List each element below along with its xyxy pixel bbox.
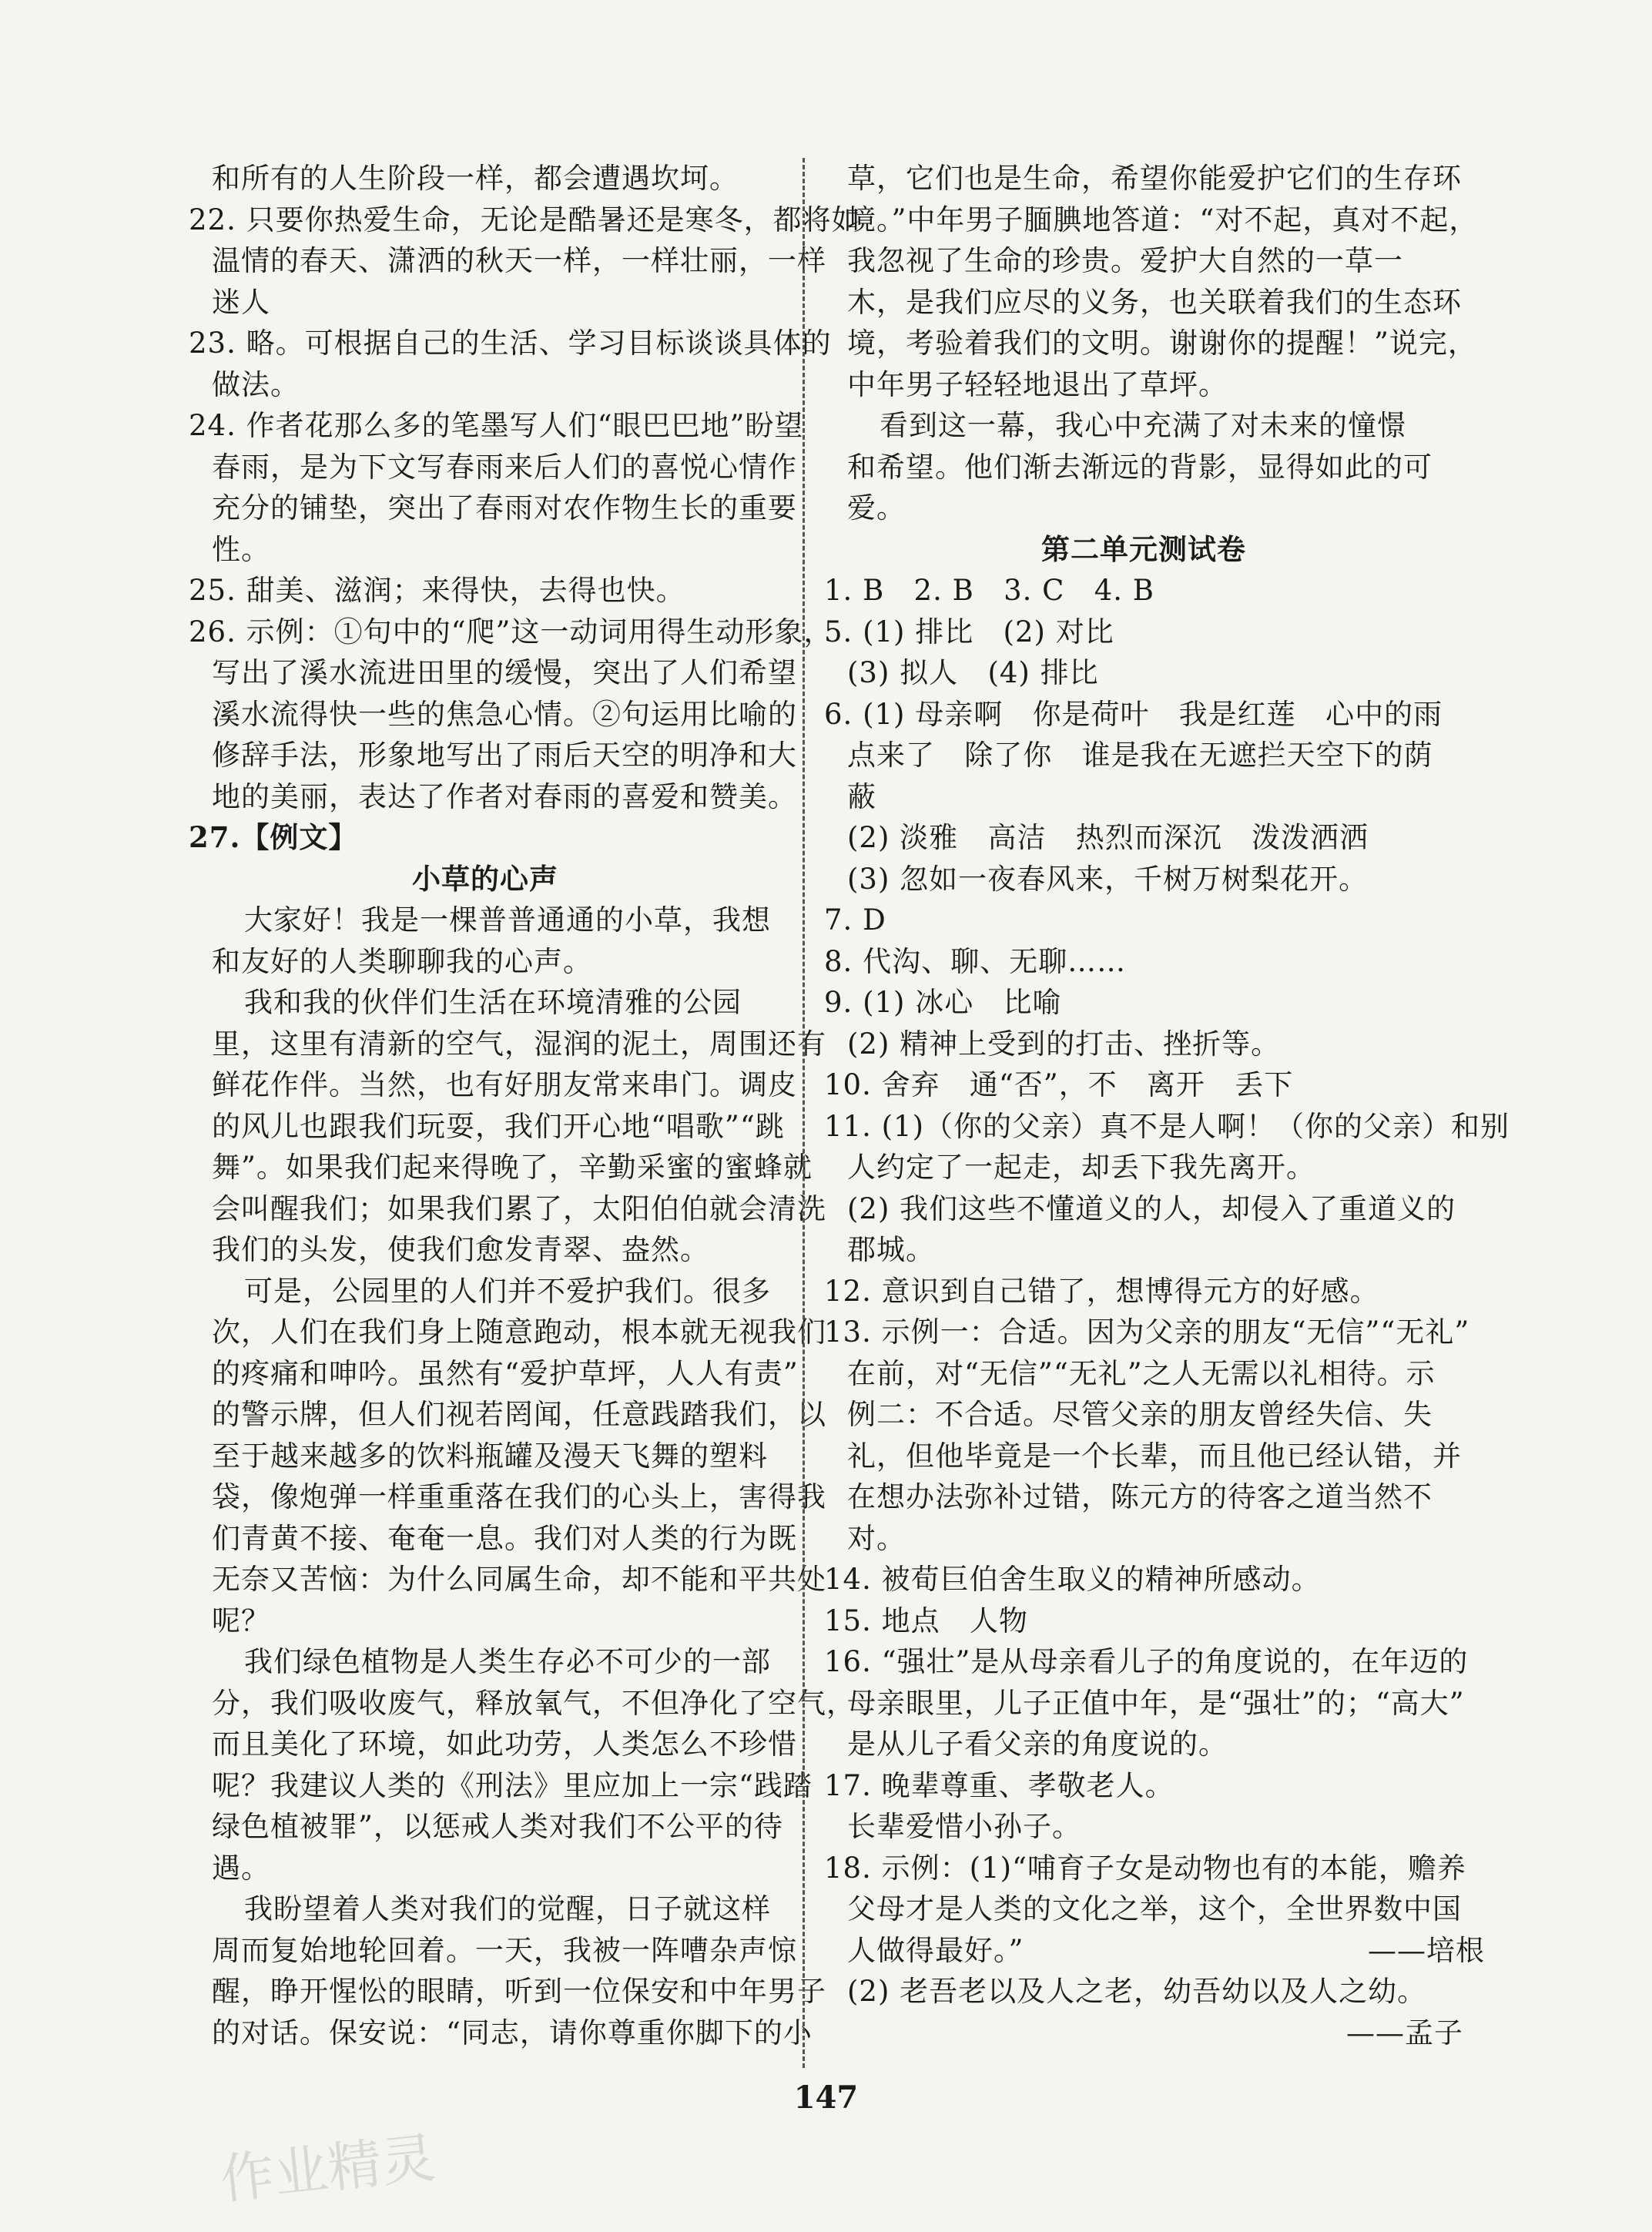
text-line: (2) 老吾老以及人之老，幼吾幼以及人之幼。: [847, 1975, 1427, 2008]
text-line: 18. 示例：(1)“哺育子女是动物也有的本能，赡养: [824, 1851, 1466, 1885]
text-line: 分，我们吸收废气，释放氧气，不但净化了空气，: [212, 1686, 856, 1720]
text-line: 8. 代沟、聊、无聊……: [824, 944, 1127, 978]
right-column: [824, 158, 1510, 2053]
text-line: (3) 拟人 (4) 排比: [847, 656, 1099, 689]
text-line: 我们的头发，使我们愈发青翠、盎然。: [212, 1233, 709, 1266]
text-line: 11. (1)（你的父亲）真不是人啊！（你的父亲）和别: [824, 1109, 1510, 1143]
text-line: 呢？: [212, 1604, 270, 1637]
text-line: 我忽视了生命的珍贵。爱护大自然的一草一: [847, 244, 1403, 277]
text-line: 24. 作者花那么多的笔墨写人们“眼巴巴地”盼望: [189, 409, 804, 442]
text-line: (2) 淡雅 高洁 热烈而深沉 泼泼洒洒: [847, 821, 1369, 854]
text-line: 在想办法弥补过错，陈元方的待客之道当然不: [847, 1480, 1433, 1513]
text-line: 地的美丽，表达了作者对春雨的喜爱和赞美。: [212, 779, 797, 813]
text-line: 和友好的人类聊聊我的心声。: [212, 944, 592, 978]
text-line: 大家好！我是一棵普普通通的小草，我想: [244, 903, 771, 937]
text-line: 境。”中年男子腼腆地答道：“对不起，真对不起，: [847, 203, 1479, 236]
text-line: 袋，像炮弹一样重重落在我们的心头上，害得我: [212, 1480, 826, 1513]
text-line: 和所有的人生阶段一样，都会遭遇坎坷。: [212, 162, 739, 195]
text-line: 例二：不合适。尽管父亲的朋友曾经失信、失: [847, 1398, 1433, 1431]
text-line: 的风儿也跟我们玩耍，我们开心地“唱歌”“跳: [212, 1109, 785, 1143]
text-line: 遇。: [212, 1851, 270, 1885]
text-line: 13. 示例一：合适。因为父亲的朋友“无信”“无礼”: [824, 1315, 1470, 1349]
text-line: 对。: [847, 1521, 906, 1555]
text-line: 16. “强壮”是从母亲看儿子的角度说的，在年迈的: [824, 1645, 1469, 1678]
text-line: 性。: [212, 532, 270, 566]
text-line: 23. 略。可根据自己的生活、学习目标谈谈具体的: [189, 327, 832, 360]
text-line: 第二单元测试卷: [1041, 531, 1246, 566]
text-line: 至于越来越多的饮料瓶罐及漫天飞舞的塑料: [212, 1439, 768, 1473]
text-line: 人约定了一起走，却丢下我先离开。: [847, 1151, 1315, 1184]
text-line: 17. 晚辈尊重、孝敬老人。: [824, 1768, 1174, 1802]
text-line: 看到这一幕，我心中充满了对未来的憧憬: [880, 409, 1406, 442]
text-line: 会叫醒我们；如果我们累了，太阳伯伯就会清洗: [212, 1191, 826, 1225]
text-line: 6. (1) 母亲啊 你是荷叶 我是红莲 心中的雨: [824, 697, 1443, 731]
text-line: 无奈又苦恼：为什么同属生命，却不能和平共处: [212, 1563, 826, 1596]
text-line: 们青黄不接、奄奄一息。我们对人类的行为既: [212, 1521, 797, 1555]
text-line: 温情的春天、潇洒的秋天一样，一样壮丽，一样: [212, 244, 826, 277]
text-line: 中年男子轻轻地退出了草坪。: [847, 367, 1228, 401]
text-line: 26. 示例：①句中的“爬”这一动词用得生动形象，: [189, 615, 833, 648]
column-divider: [803, 158, 805, 2068]
text-line: 写出了溪水流进田里的缓慢，突出了人们希望: [212, 656, 797, 689]
text-line: 是从儿子看父亲的角度说的。: [847, 1728, 1228, 1761]
text-line: 蔽: [847, 779, 876, 813]
text-line: 我和我的伙伴们生活在环境清雅的公园: [244, 986, 742, 1019]
text-line: 次，人们在我们身上随意跑动，根本就无视我们: [212, 1315, 826, 1349]
text-line: (2) 精神上受到的打击、挫折等。: [847, 1027, 1281, 1061]
text-line: 醒，睁开惺忪的眼睛，听到一位保安和中年男子: [212, 1975, 826, 2008]
text-line: 我盼望着人类对我们的觉醒，日子就这样: [244, 1892, 771, 1925]
text-line: 我们绿色植物是人类生存必不可少的一部: [244, 1645, 771, 1678]
text-line: 小草的心声: [412, 861, 558, 896]
text-line: ——孟子: [1346, 2016, 1463, 2049]
text-line: 做法。: [212, 367, 300, 401]
text-line: 长辈爱惜小孙子。: [847, 1810, 1081, 1843]
text-line: 郡城。: [847, 1233, 935, 1266]
text-line: 里，这里有清新的空气，湿润的泥土，周围还有: [212, 1027, 826, 1061]
text-line: 点来了 除了你 谁是我在无遮拦天空下的荫: [847, 739, 1433, 772]
text-line: 鲜花作伴。当然，也有好朋友常来串门。调皮: [212, 1068, 797, 1101]
text-line: 充分的铺垫，突出了春雨对农作物生长的重要: [212, 491, 797, 524]
text-line: 草，它们也是生命，希望你能爱护它们的生存环: [847, 162, 1462, 195]
text-line: 10. 舍弃 通“否”，不 离开 丢下: [824, 1068, 1294, 1101]
watermark: 作业精灵: [217, 2126, 439, 2212]
text-line: 迷人: [212, 285, 270, 319]
text-line: 14. 被荀巨伯舍生取义的精神所感动。: [824, 1563, 1321, 1596]
text-line: 25. 甜美、滋润；来得快，去得也快。: [189, 574, 685, 607]
text-line: (3) 忽如一夜春风来，千树万树梨花开。: [847, 862, 1369, 896]
text-line: 7. D: [824, 903, 886, 937]
text-line: 5. (1) 排比 (2) 对比: [824, 615, 1114, 648]
text-line: 春雨，是为下文写春雨来后人们的喜悦心情作: [212, 450, 797, 484]
text-line: 的对话。保安说：“同志，请你尊重你脚下的小: [212, 2016, 813, 2049]
text-line: 绿色植被罪”，以惩戒人类对我们不公平的待: [212, 1810, 783, 1843]
text-line: 木，是我们应尽的义务，也关联着我们的生态环: [847, 285, 1462, 319]
text-line: 12. 意识到自己错了，想博得元方的好感。: [824, 1274, 1379, 1308]
text-line: 22. 只要你热爱生命，无论是酷暑还是寒冬，都将如: [189, 203, 861, 236]
text-line: 可是，公园里的人们并不爱护我们。很多: [244, 1274, 771, 1308]
text-line: 父母才是人类的文化之举，这个，全世界数中国: [847, 1892, 1462, 1925]
text-line: 和希望。他们渐去渐远的背影，显得如此的可: [847, 450, 1433, 484]
text-line: 舞”。如果我们起来得晚了，辛勤采蜜的蜜蜂就: [212, 1151, 813, 1184]
text-line: 呢？我建议人类的《刑法》里应加上一宗“践踏: [212, 1768, 813, 1802]
text-line: 而且美化了环境，如此功劳，人类怎么不珍惜: [212, 1728, 797, 1761]
text-line: 27.【例文】: [189, 820, 358, 854]
text-line: 礼，但他毕竟是一个长辈，而且他已经认错，并: [847, 1439, 1462, 1473]
text-line: 溪水流得快一些的焦急心情。②句运用比喻的: [212, 697, 797, 731]
text-line: 爱。: [847, 491, 906, 524]
text-line: 1. B 2. B 3. C 4. B: [824, 574, 1154, 607]
page-number: 147: [793, 2080, 859, 2116]
text-line: (2) 我们这些不懂道义的人，却侵入了重道义的: [847, 1191, 1456, 1225]
text-line: 的疼痛和呻吟。虽然有“爱护草坪，人人有责”: [212, 1356, 799, 1390]
text-line: 周而复始地轮回着。一天，我被一阵嘈杂声惊: [212, 1933, 797, 1967]
text-line: 人做得最好。” ——培根: [847, 1933, 1486, 1967]
text-line: 的警示牌，但人们视若罔闻，任意践踏我们，以: [212, 1398, 826, 1431]
text-line: 母亲眼里，儿子正值中年，是“强壮”的；“高大”: [847, 1686, 1465, 1720]
text-line: 修辞手法，形象地写出了雨后天空的明净和大: [212, 739, 797, 772]
text-line: 9. (1) 冰心 比喻: [824, 986, 1062, 1019]
text-line: 在前，对“无信”“无礼”之人无需以礼相待。示: [847, 1356, 1436, 1390]
text-line: 15. 地点 人物: [824, 1604, 1028, 1637]
text-line: 境，考验着我们的文明。谢谢你的提醒！”说完，: [847, 327, 1477, 360]
